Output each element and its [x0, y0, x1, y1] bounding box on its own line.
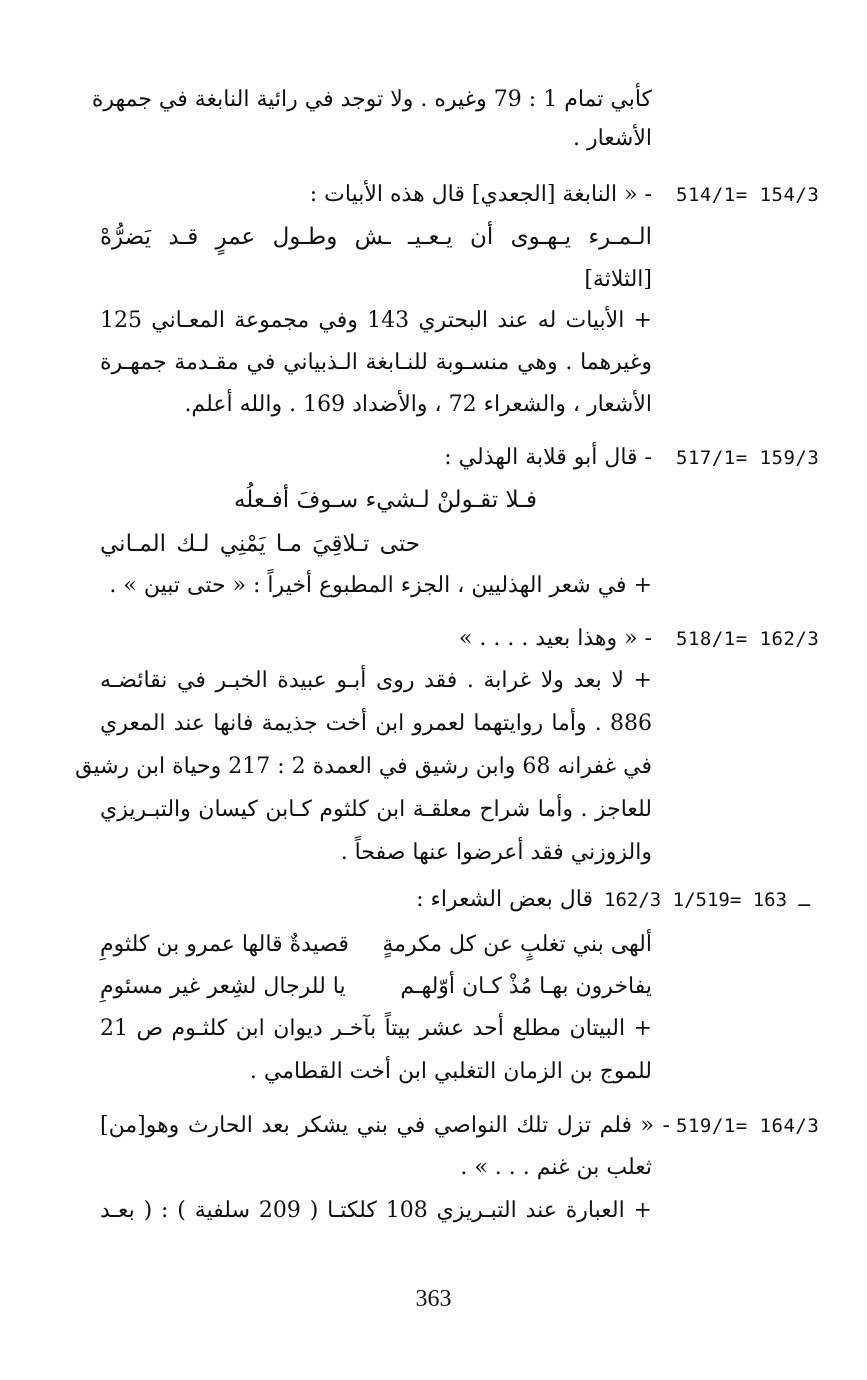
note-line: للعاجز . وأما شراح معلقـة ابن كلثوم كـابن كيسان والتبـريزي [100, 797, 652, 822]
note-line: وغيرهما . وهي منسـوبة للنـابغة الـذبياني في مقـدمة جمهـرة [100, 350, 652, 375]
entry-heading: - « فلم تزل تلك النواصي في بني يشكر بعد الحارث وهو[من] [100, 1113, 670, 1138]
entry-heading: قال بعض الشعراء : [416, 887, 593, 912]
note-line: + الأبيات له عند البحتري 143 وفي مجموعة المعـاني 125 [100, 308, 653, 333]
bracket-note: [الثلاثة] [584, 267, 652, 292]
couplet-second-hemistich: قصيدةٌ قالها عمرو بن كلثومِ [100, 932, 349, 957]
entry-reference: 517/1= 159/3 [676, 447, 820, 469]
verse-line: الـمـرء يـهـوى أن يـعـيـ ـش وطـول عمرٍ قـد يَضرُّهْ [100, 224, 652, 250]
entry-reference: 519/1= 164/3 [676, 1115, 820, 1137]
note-line: في غفرانه 68 وابن رشيق في العمدة 2 : 217 وحياة ابن رشيق [75, 754, 652, 779]
entry-heading: - « النابغة [الجعدي] قال هذه الأبيات : [309, 182, 652, 207]
entry-reference: 518/1= 162/3 [676, 628, 820, 650]
note-line: + البيتان مطلع أحد عشر بيتاً بآخـر ديوان ابن كلثـوم ص 21 [100, 1016, 652, 1041]
top-note-line: كأبي تمام 1 : 79 وغيره . ولا توجد في رائية النابغة في جمهرة [91, 87, 652, 112]
note-line: للموج بن الزمان التغلبي ابن أخت القطامي . [249, 1059, 652, 1084]
note-line: + في شعر الهذليين ، الجزء المطبوع أخيراً : « حتى تبين » . [109, 573, 652, 598]
entry-heading: - « وهذا بعيد . . . . » [458, 626, 652, 651]
note-line: + العبارة عند التبـريزي 108 كلكتـا ( 209 سلفية ) : ( بعـد [100, 1198, 652, 1223]
verse-line: فـلا تقـولنْ لـشيء سـوفَ أفـعلُه [233, 487, 537, 513]
entry-reference: 514/1= 154/3 [676, 184, 820, 206]
page-number: 363 [415, 1286, 452, 1312]
top-note-line: الأشعار . [572, 126, 652, 151]
note-line: الأشعار ، والشعراء 72 ، والأضداد 169 . والله أعلم. [184, 392, 652, 417]
note-line: 886 . وأما روايتهما لعمرو ابن أخت جذيمة فانها عند المعري [100, 711, 652, 736]
note-line: + لا بعد ولا غرابة . فقد روى أبـو عبيدة الخبـر في نقائضـه [100, 668, 652, 693]
note-line: والزوزني فقد أعرضوا عنها صفحاً . [340, 840, 652, 865]
entry-heading: - قال أبو قلابة الهذلي : [444, 445, 652, 470]
entry-reference: 162/3 ـ 163 =1/519 [604, 889, 810, 911]
couplet-second-hemistich: يا للرجال لشِعر غير مسئومِ [100, 974, 346, 999]
verse-line: حتى تـلاقِيَ مـا يَمْنِي لـك المـاني [100, 531, 420, 557]
couplet-first-hemistich: يفاخرون بهـا مُذْ كـان أوّلهـم [400, 974, 652, 999]
entry-heading-continued: ثعلب بن غنم . . . » . [460, 1155, 652, 1180]
couplet-first-hemistich: ألهى بني تغلبٍ عن كل مكرمةٍ [382, 932, 652, 957]
